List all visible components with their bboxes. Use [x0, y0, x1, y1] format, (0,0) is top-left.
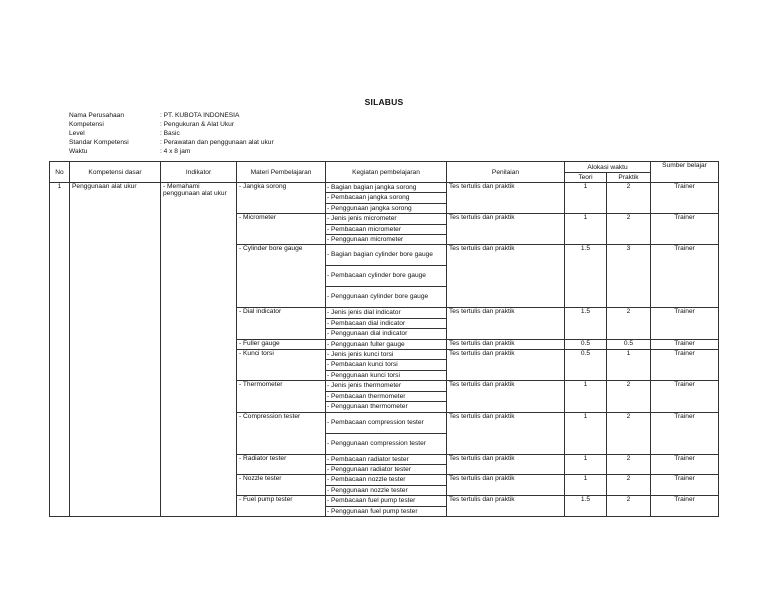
- materi-name: - Kunci torsi: [237, 350, 326, 381]
- sumber-belajar: Trainer: [651, 454, 719, 475]
- teori-value: 1: [565, 214, 607, 245]
- meta-value: : Pengukuran & Alat Ukur: [160, 121, 235, 129]
- sumber-belajar: Trainer: [651, 245, 719, 308]
- kegiatan-cell: [326, 350, 447, 381]
- meta-row: [69, 120, 274, 129]
- meta-value: : Perawatan dan penggunaan alat ukur: [160, 139, 274, 147]
- kegiatan-cell: [326, 214, 447, 245]
- teori-value: 1: [565, 454, 607, 475]
- kegiatan-item: - Penggunaan micrometer: [327, 236, 404, 244]
- praktik-value: 2: [607, 475, 651, 496]
- praktik-value: 2: [607, 381, 651, 412]
- praktik-value: 1: [607, 350, 651, 381]
- praktik-value: 2: [607, 454, 651, 475]
- kegiatan-item: - Penggunaan fuller gauge: [327, 340, 405, 348]
- sumber-belajar: Trainer: [651, 339, 719, 349]
- header-penilaian: Penilaian: [447, 162, 565, 183]
- kegiatan-item: - Pembacaan nozzle tester: [326, 475, 446, 485]
- kegiatan-item: - Penggunaan cylinder bore gauge: [327, 293, 429, 301]
- teori-value: 1: [565, 183, 607, 214]
- penilaian: Tes tertulis dan praktik: [447, 475, 565, 496]
- materi-name: - Thermometer: [237, 381, 326, 412]
- kegiatan-cell: [326, 245, 447, 308]
- penilaian: Tes tertulis dan praktik: [447, 350, 565, 381]
- kegiatan-item: - Pembacaan kunci torsi: [326, 360, 446, 370]
- kegiatan-cell: [326, 475, 447, 496]
- meta-row: [69, 147, 274, 156]
- materi-name: - Micrometer: [237, 214, 326, 245]
- kegiatan-cell: [326, 381, 447, 412]
- meta-label: Level: [69, 130, 85, 138]
- kegiatan-cell: [326, 496, 447, 517]
- meta-label: Waktu: [69, 148, 88, 156]
- praktik-value: 2: [607, 496, 651, 517]
- penilaian: Tes tertulis dan praktik: [447, 308, 565, 339]
- meta-label: Kompetensi: [69, 121, 104, 129]
- kegiatan-item: - Pembacaan jangka sorong: [326, 193, 446, 203]
- header-sumber: Sumber belajar: [651, 162, 719, 183]
- teori-value: 0.5: [565, 339, 607, 349]
- kegiatan-item: - Penggunaan compression tester: [327, 439, 426, 447]
- indikator-line: penggunaan alat ukur: [163, 190, 227, 197]
- teori-value: 1.5: [565, 245, 607, 308]
- kegiatan-item: - Jenis jenis dial indicator: [326, 308, 446, 318]
- kegiatan-item: - Pembacaan thermometer: [326, 391, 446, 401]
- kegiatan-item: - Jenis jenis micrometer: [326, 214, 446, 224]
- teori-value: 1: [565, 475, 607, 496]
- teori-value: 1: [565, 412, 607, 454]
- indikator: [161, 183, 237, 517]
- kegiatan-item: - Penggunaan kunci torsi: [327, 371, 400, 379]
- materi-name: - Dial indicator: [237, 308, 326, 339]
- materi-name: - Compression tester: [237, 412, 326, 454]
- praktik-value: 3: [607, 245, 651, 308]
- kegiatan-item: - Pembacaan micrometer: [326, 224, 446, 234]
- row-number: 1: [50, 183, 70, 517]
- kegiatan-item: - Penggunaan dial indicator: [327, 330, 408, 338]
- materi-name: - Cylinder bore gauge: [237, 245, 326, 308]
- materi-name: - Fuel pump tester: [237, 496, 326, 517]
- penilaian: Tes tertulis dan praktik: [447, 214, 565, 245]
- penilaian: Tes tertulis dan praktik: [447, 412, 565, 454]
- kegiatan-item: - Penggunaan jangka sorong: [327, 204, 412, 212]
- header-no: No: [50, 162, 70, 183]
- praktik-value: 0.5: [607, 339, 651, 349]
- sumber-belajar: Trainer: [651, 475, 719, 496]
- header-indikator: Indikator: [161, 162, 237, 183]
- materi-name: - Fuller gauge: [237, 339, 326, 349]
- penilaian: Tes tertulis dan praktik: [447, 245, 565, 308]
- kegiatan-item: - Bagian bagian jangka sorong: [326, 183, 446, 193]
- syllabus-table: [49, 161, 719, 517]
- teori-value: 1.5: [565, 496, 607, 517]
- sumber-belajar: Trainer: [651, 350, 719, 381]
- syllabus-body: [50, 183, 719, 517]
- syllabus-meta: [69, 111, 274, 156]
- meta-value: : PT. KUBOTA INDONESIA: [160, 112, 240, 119]
- kegiatan-cell: [326, 339, 447, 349]
- sumber-belajar: Trainer: [651, 183, 719, 214]
- penilaian: Tes tertulis dan praktik: [447, 381, 565, 412]
- header-materi: Materi Pembelajaran: [237, 162, 326, 183]
- sumber-belajar: Trainer: [651, 214, 719, 245]
- document-title: SILABUS: [364, 97, 404, 107]
- penilaian: Tes tertulis dan praktik: [447, 339, 565, 349]
- kegiatan-item: - Penggunaan fuel pump tester: [327, 507, 418, 515]
- meta-row: [69, 138, 274, 147]
- teori-value: 1.5: [565, 308, 607, 339]
- meta-label: Standar Kompetensi: [69, 139, 129, 147]
- meta-value: : 4 x 8 jam: [160, 148, 191, 156]
- praktik-value: 2: [607, 308, 651, 339]
- praktik-value: 2: [607, 412, 651, 454]
- kegiatan-cell: [326, 308, 447, 339]
- sumber-belajar: Trainer: [651, 308, 719, 339]
- indikator-line: - Memahami: [163, 183, 200, 190]
- kegiatan-item: - Penggunaan radiator tester: [327, 465, 411, 473]
- teori-value: 1: [565, 381, 607, 412]
- teori-value: 0.5: [565, 350, 607, 381]
- header-kompetensi: Kompetensi dasar: [70, 162, 161, 183]
- materi-name: - Nozzle tester: [237, 475, 326, 496]
- header-teori: Teori: [565, 173, 607, 183]
- materi-name: - Jangka sorong: [237, 183, 326, 214]
- kegiatan-item: - Pembacaan cylinder bore gauge: [326, 266, 446, 287]
- kegiatan-cell: [326, 412, 447, 454]
- kegiatan-item: - Jenis jenis kunci torsi: [326, 350, 446, 360]
- meta-label: Nama Perusahaan: [69, 112, 124, 119]
- table-row: [50, 183, 719, 214]
- praktik-value: 2: [607, 183, 651, 214]
- meta-value: : Basic: [160, 130, 180, 138]
- kegiatan-item: - Penggunaan nozzle tester: [327, 486, 408, 494]
- kegiatan-cell: [326, 183, 447, 214]
- kegiatan-item: - Bagian bagian cylinder bore gauge: [326, 245, 446, 266]
- header-alokasi: Alokasi waktu: [565, 162, 651, 173]
- penilaian: Tes tertulis dan praktik: [447, 183, 565, 214]
- materi-name: - Radiator tester: [237, 454, 326, 475]
- kegiatan-item: - Pembacaan dial indicator: [326, 318, 446, 328]
- meta-row: [69, 111, 274, 120]
- penilaian: Tes tertulis dan praktik: [447, 496, 565, 517]
- praktik-value: 2: [607, 214, 651, 245]
- header-praktik: Praktik: [607, 173, 651, 183]
- header-kegiatan: Kegiatan pembelajaran: [326, 162, 447, 183]
- sumber-belajar: Trainer: [651, 412, 719, 454]
- kegiatan-item: - Penggunaan thermometer: [327, 403, 408, 411]
- penilaian: Tes tertulis dan praktik: [447, 454, 565, 475]
- meta-row: [69, 129, 274, 138]
- sumber-belajar: Trainer: [651, 381, 719, 412]
- kegiatan-item: - Pembacaan fuel pump tester: [326, 496, 446, 506]
- kegiatan-item: - Pembacaan compression tester: [326, 413, 446, 434]
- kegiatan-cell: [326, 454, 447, 475]
- kegiatan-item: - Jenis jenis thermometer: [326, 381, 446, 391]
- kompetensi-dasar: Penggunaan alat ukur: [70, 183, 161, 517]
- kegiatan-item: - Pembacaan radiator tester: [326, 455, 446, 465]
- sumber-belajar: Trainer: [651, 496, 719, 517]
